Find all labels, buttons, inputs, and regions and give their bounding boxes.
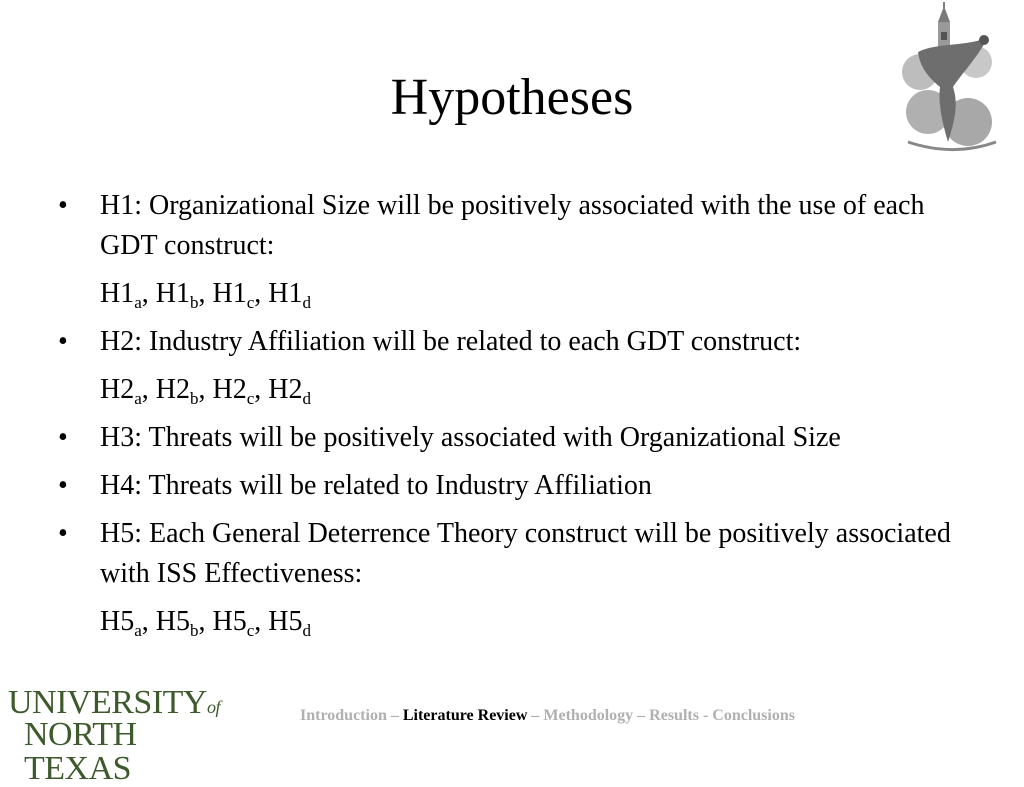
subscript: a bbox=[134, 293, 142, 312]
bullet-list bbox=[58, 186, 978, 650]
subscript: c bbox=[246, 293, 255, 312]
bullet-text: H1: Organizational Size will be positively associated with the use of each GDT construct: bbox=[100, 190, 925, 261]
bullet-dot: • bbox=[58, 190, 68, 221]
sub-hypotheses-h1: $H1_a$, $H1_b$, $H1_c$, $H1_d$ bbox=[100, 278, 312, 312]
bullet-text: H2: Industry Affiliation will be related to each GDT construct: bbox=[100, 326, 802, 357]
bullet-dot: • bbox=[58, 422, 68, 453]
sub-hypotheses-h5: $H5_a$, $H5_b$, $H5_c$, $H5_d$ bbox=[100, 606, 312, 640]
sub-hypothesis-label: $H2_a$ bbox=[100, 374, 142, 408]
logo-line2: NORTH TEXAS bbox=[24, 716, 137, 787]
sub-hypothesis-label: $H2_d$ bbox=[268, 374, 312, 408]
bullet-dot: • bbox=[58, 470, 68, 501]
subscript: a bbox=[134, 389, 142, 408]
nav-separator: – bbox=[527, 707, 544, 724]
sub-hypothesis-label: $H1_d$ bbox=[268, 278, 312, 312]
nav-item-literature-review[interactable]: Literature Review bbox=[402, 707, 528, 724]
sub-hypothesis-label: $H5_a$ bbox=[100, 606, 142, 640]
logo-of: of bbox=[206, 697, 220, 717]
nav-separator: – bbox=[386, 707, 403, 724]
bullet-dot: • bbox=[58, 326, 68, 357]
subscript: c bbox=[246, 621, 255, 640]
section-navigation bbox=[300, 707, 795, 725]
nav-item-introduction[interactable]: Introduction bbox=[300, 707, 387, 724]
nav-item-conclusions[interactable]: Conclusions bbox=[712, 707, 795, 724]
sub-hypothesis-label: $H1_a$ bbox=[100, 278, 142, 312]
unt-logo bbox=[8, 684, 228, 787]
sub-hypothesis-label: $H2_c$ bbox=[212, 374, 255, 408]
subscript: a bbox=[134, 621, 142, 640]
nav-item-methodology[interactable]: Methodology bbox=[543, 707, 634, 724]
sub-hypotheses-h2: $H2_a$, $H2_b$, $H2_c$, $H2_d$ bbox=[100, 374, 312, 408]
bullet-h1 bbox=[58, 186, 978, 266]
nav-separator: - bbox=[698, 707, 713, 724]
sub-hypothesis-label: $H5_b$ bbox=[155, 606, 199, 640]
sub-hypothesis-label: $H1_c$ bbox=[212, 278, 255, 312]
nav-separator: – bbox=[633, 707, 650, 724]
slide-title: Hypotheses bbox=[390, 69, 634, 126]
subscript: b bbox=[190, 389, 199, 408]
sub-hypothesis-label: $H5_c$ bbox=[212, 606, 255, 640]
bullet-dot: • bbox=[58, 518, 68, 549]
sub-hypothesis-label: $H1_b$ bbox=[155, 278, 199, 312]
bullet-text: H4: Threats will be related to Industry Affiliation bbox=[100, 470, 652, 501]
bullet-text: H5: Each General Deterrence Theory construct will be positively associated with ISS Effectiveness: bbox=[100, 518, 951, 589]
subscript: d bbox=[302, 293, 312, 312]
university-crest-icon bbox=[898, 2, 998, 160]
sub-hypothesis-label: $H5_d$ bbox=[268, 606, 312, 640]
bullet-h4 bbox=[58, 466, 978, 506]
logo-line1: UNIVERSITY bbox=[8, 684, 207, 721]
bullet-h2 bbox=[58, 322, 978, 410]
bullet-h3 bbox=[58, 418, 978, 458]
nav-item-results[interactable]: Results bbox=[649, 707, 699, 724]
subscript: b bbox=[190, 293, 199, 312]
subscript: d bbox=[302, 389, 312, 408]
subscript: d bbox=[302, 621, 312, 640]
bullet-h5 bbox=[58, 514, 978, 594]
subscript: b bbox=[190, 621, 199, 640]
bullet-text: H3: Threats will be positively associated with Organizational Size bbox=[100, 422, 841, 453]
subscript: c bbox=[246, 389, 255, 408]
sub-hypothesis-label: $H2_b$ bbox=[155, 374, 199, 408]
